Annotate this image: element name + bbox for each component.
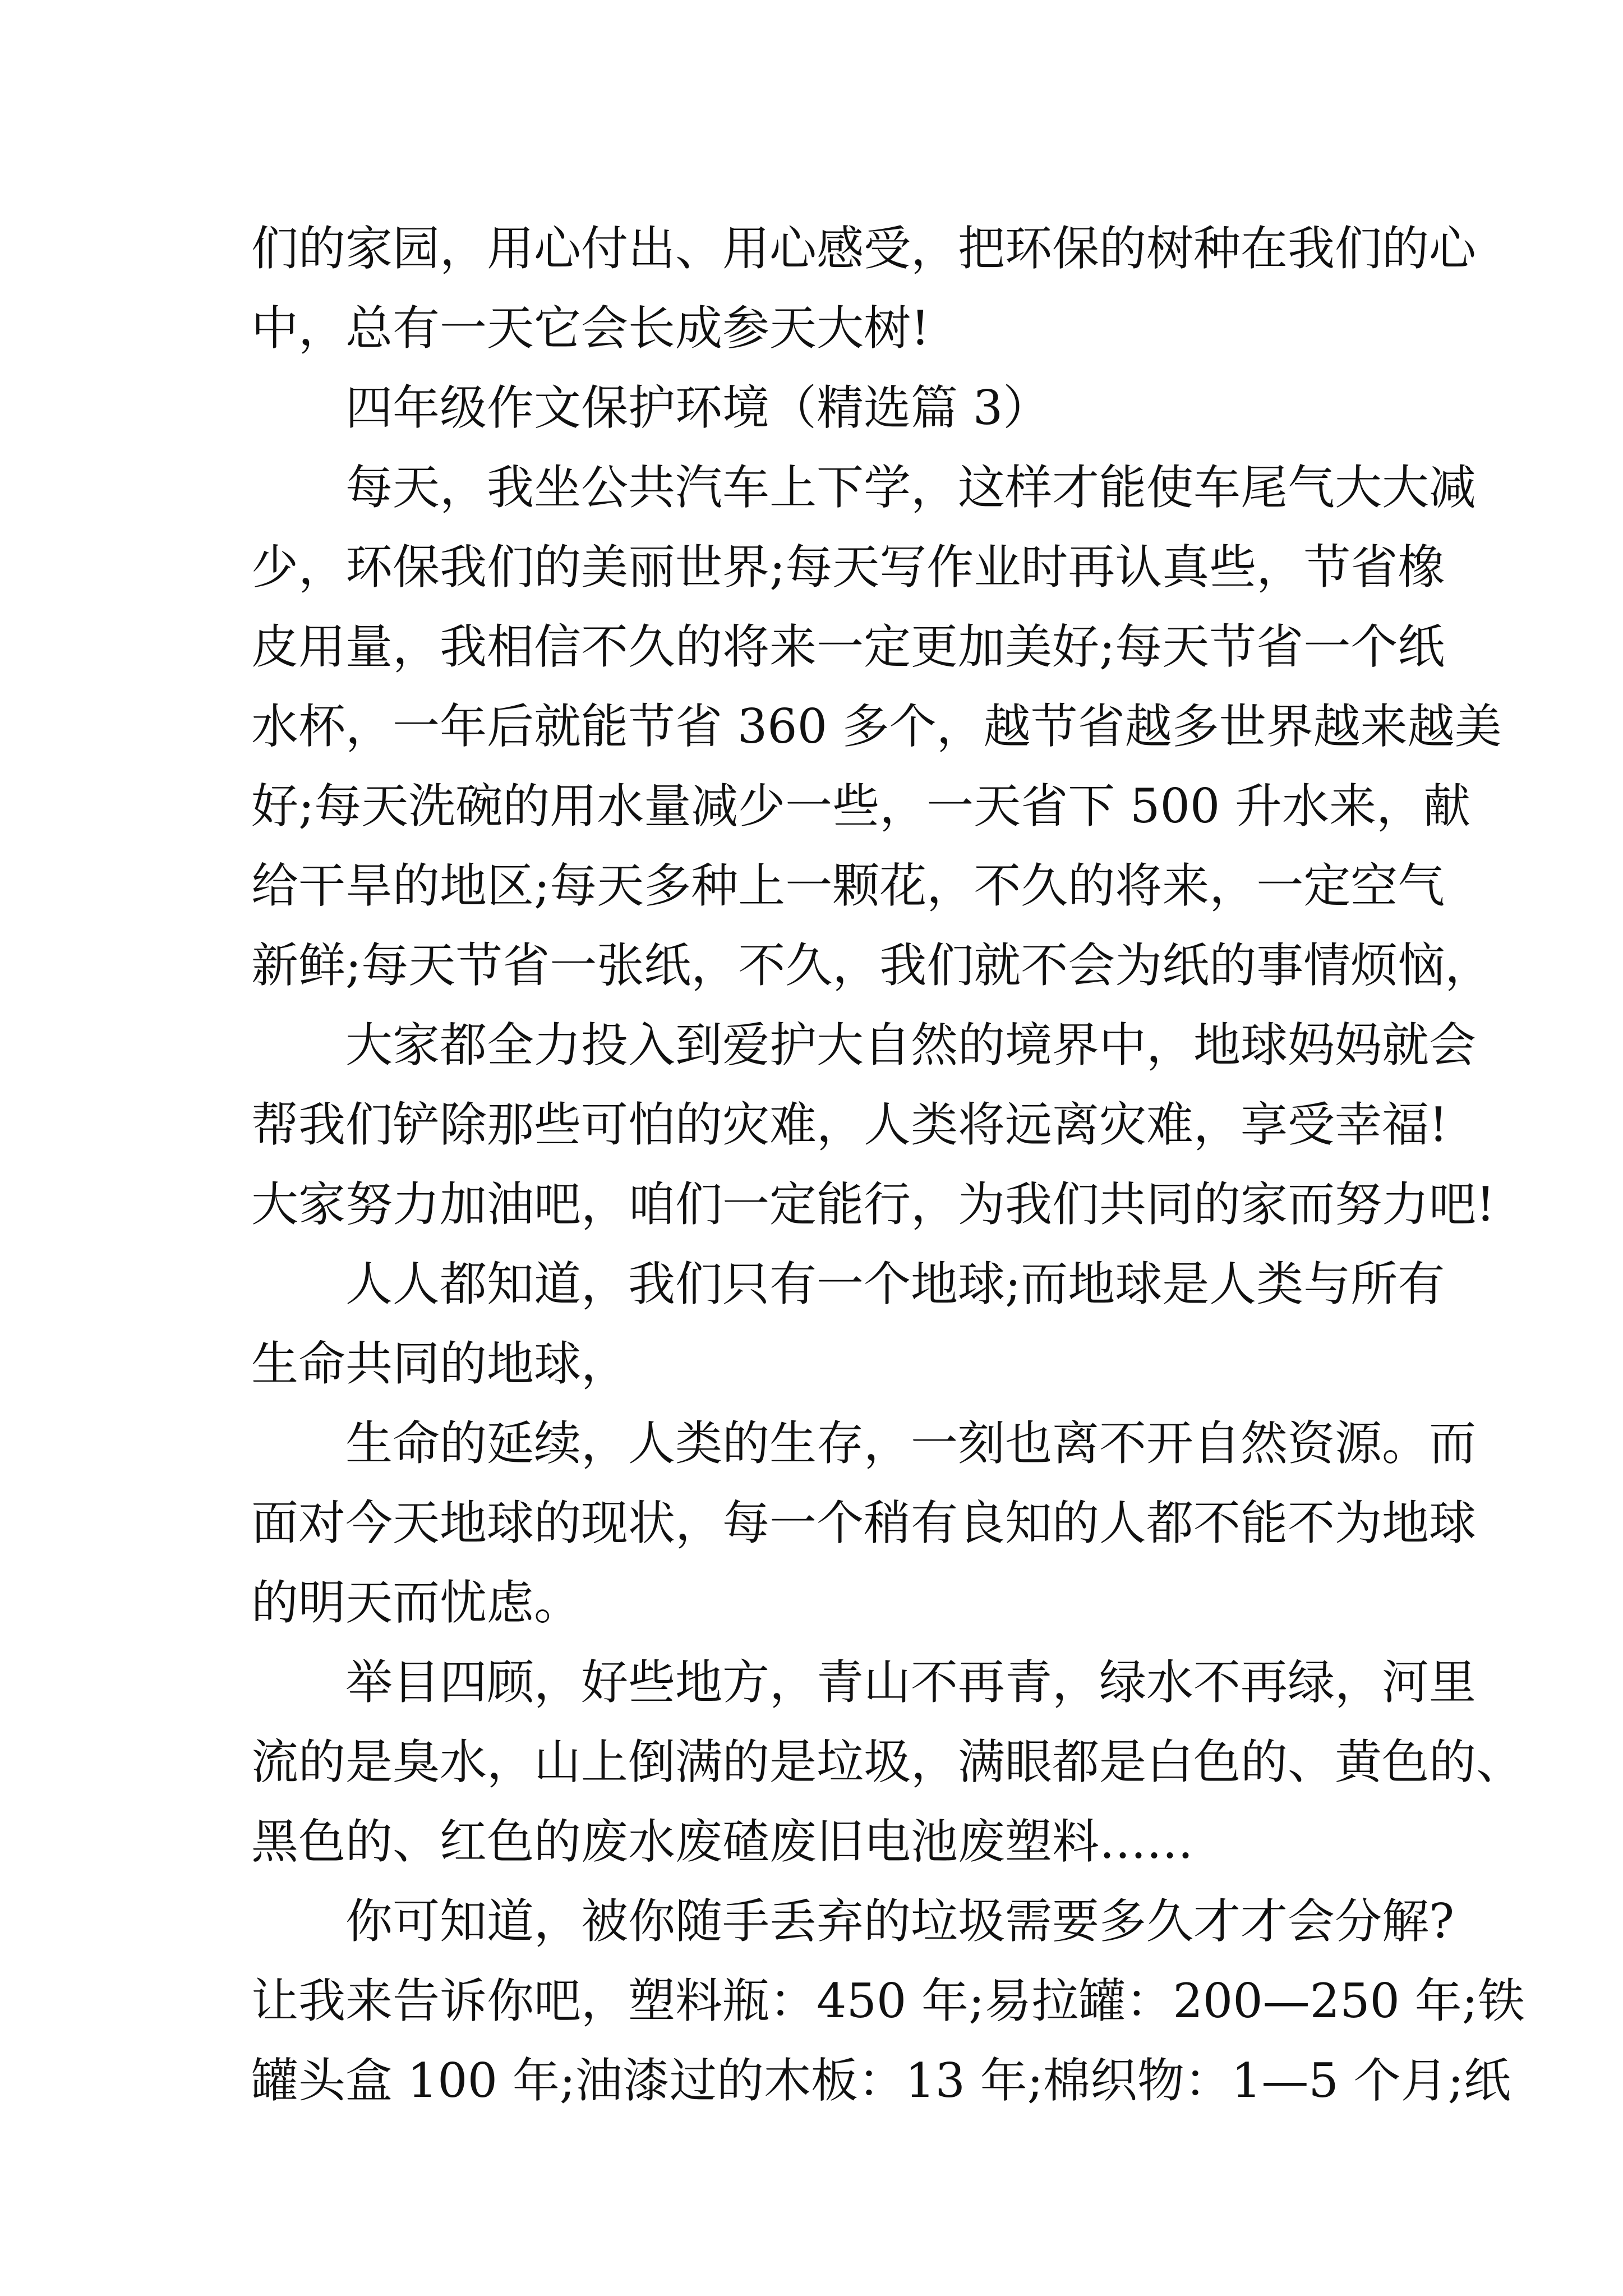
paragraph-line: 面对今天地球的现状，每一个稍有良知的人都不能不为地球 (251, 1496, 1477, 1550)
paragraph-line: 罐头盒 100 年;油漆过的木板：13 年;棉织物：1—5 个月;纸 (251, 2053, 1511, 2108)
paragraph-line: 黑色的、红色的废水废碴废旧电池废塑料…… (251, 1814, 1194, 1869)
paragraph-line: 新鲜;每天节省一张纸，不久，我们就不会为纸的事情烦恼， (251, 938, 1492, 993)
paragraph-line: 举目四顾，好些地方，青山不再青，绿水不再绿，河里 (345, 1655, 1477, 1710)
text-line-2: 中，总有一天它会长成参天大树! (251, 301, 930, 356)
paragraph-line: 大家都全力投入到爱护大自然的境界中，地球妈妈就会 (345, 1018, 1477, 1073)
paragraph-line: 让我来告诉你吧，塑料瓶：450 年;易拉罐：200—250 年;铁 (251, 1973, 1525, 2028)
paragraph-line: 人人都知道，我们只有一个地球;而地球是人类与所有 (345, 1257, 1445, 1312)
paragraph-line: 水杯，一年后就能节省 360 多个，越节省越多世界越来越美 (251, 699, 1502, 754)
paragraph-line: 生命共同的地球， (251, 1336, 629, 1391)
paragraph-line: 生命的延续，人类的生存，一刻也离不开自然资源。而 (345, 1416, 1477, 1471)
section-title: 四年级作文保护环境（精选篇 3） (345, 380, 1050, 435)
paragraph-line: 流的是臭水，山上倒满的是垃圾，满眼都是白色的、黄色的、 (251, 1734, 1524, 1789)
paragraph-line: 你可知道，被你随手丢弃的垃圾需要多久才才会分解? (345, 1894, 1455, 1949)
paragraph-line: 皮用量，我相信不久的将来一定更加美好;每天节省一个纸 (251, 619, 1445, 674)
paragraph-line: 每天，我坐公共汽车上下学，这样才能使车尾气大大减 (345, 460, 1477, 515)
document-body (251, 209, 1525, 2120)
paragraph-line: 好;每天洗碗的用水量减少一些，一天省下 500 升水来，献 (251, 779, 1471, 834)
paragraph-line: 帮我们铲除那些可怕的灾难，人类将远离灾难，享受幸福! (251, 1097, 1448, 1152)
paragraph-line: 少，环保我们的美丽世界;每天写作业时再认真些，节省橡 (251, 540, 1445, 595)
text-line-1: 们的家园，用心付出、用心感受，把环保的树种在我们的心 (251, 221, 1477, 276)
paragraph-line: 给干旱的地区;每天多种上一颗花，不久的将来，一定空气 (251, 858, 1445, 913)
paragraph-line: 的明天而忧虑。 (251, 1575, 582, 1630)
paragraph-line: 大家努力加油吧，咱们一定能行，为我们共同的家而努力吧! (251, 1177, 1495, 1232)
